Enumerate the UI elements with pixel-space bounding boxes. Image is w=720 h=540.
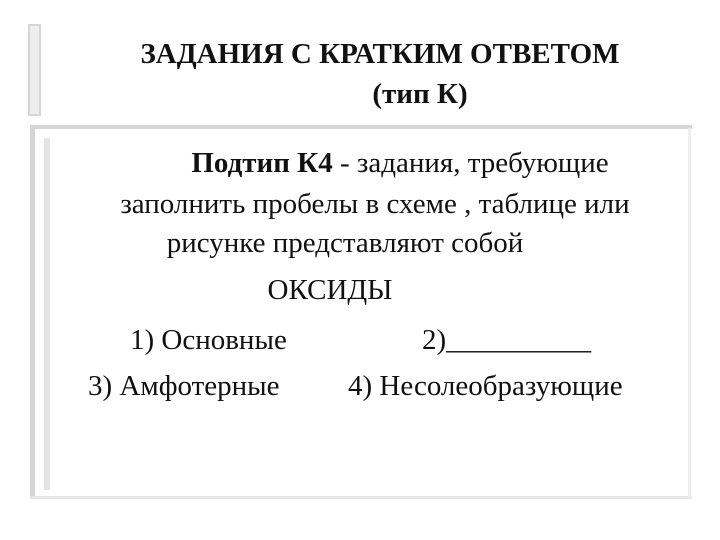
content-frame-left-inner [44,138,50,490]
subtype-label: Подтип К4 [191,147,333,179]
content-frame-top [30,125,692,129]
oxides-heading: ОКСИДЫ [267,274,393,306]
task-description-line-2: заполнить пробелы в схеме , таблице или [120,188,630,220]
oxide-item-3: 3) Амфотерные [88,370,280,402]
oxide-item-4: 4) Несолеобразующие [348,370,623,402]
task-description-rest: - задания, требующие [332,147,609,179]
slide-title: ЗАДАНИЯ С КРАТКИМ ОТВЕТОМ [140,38,620,70]
task-description-line-1 [80,143,720,183]
slide-subtitle: (тип К) [372,78,468,110]
oxide-item-1: 1) Основные [130,324,287,356]
content-frame-left [30,128,35,498]
title-accent-bar-inner [30,26,39,114]
task-description-line-3: рисунке представляют собой [166,227,524,259]
content-frame-bottom [30,496,692,499]
oxide-item-2-blank: 2)__________ [422,324,592,356]
